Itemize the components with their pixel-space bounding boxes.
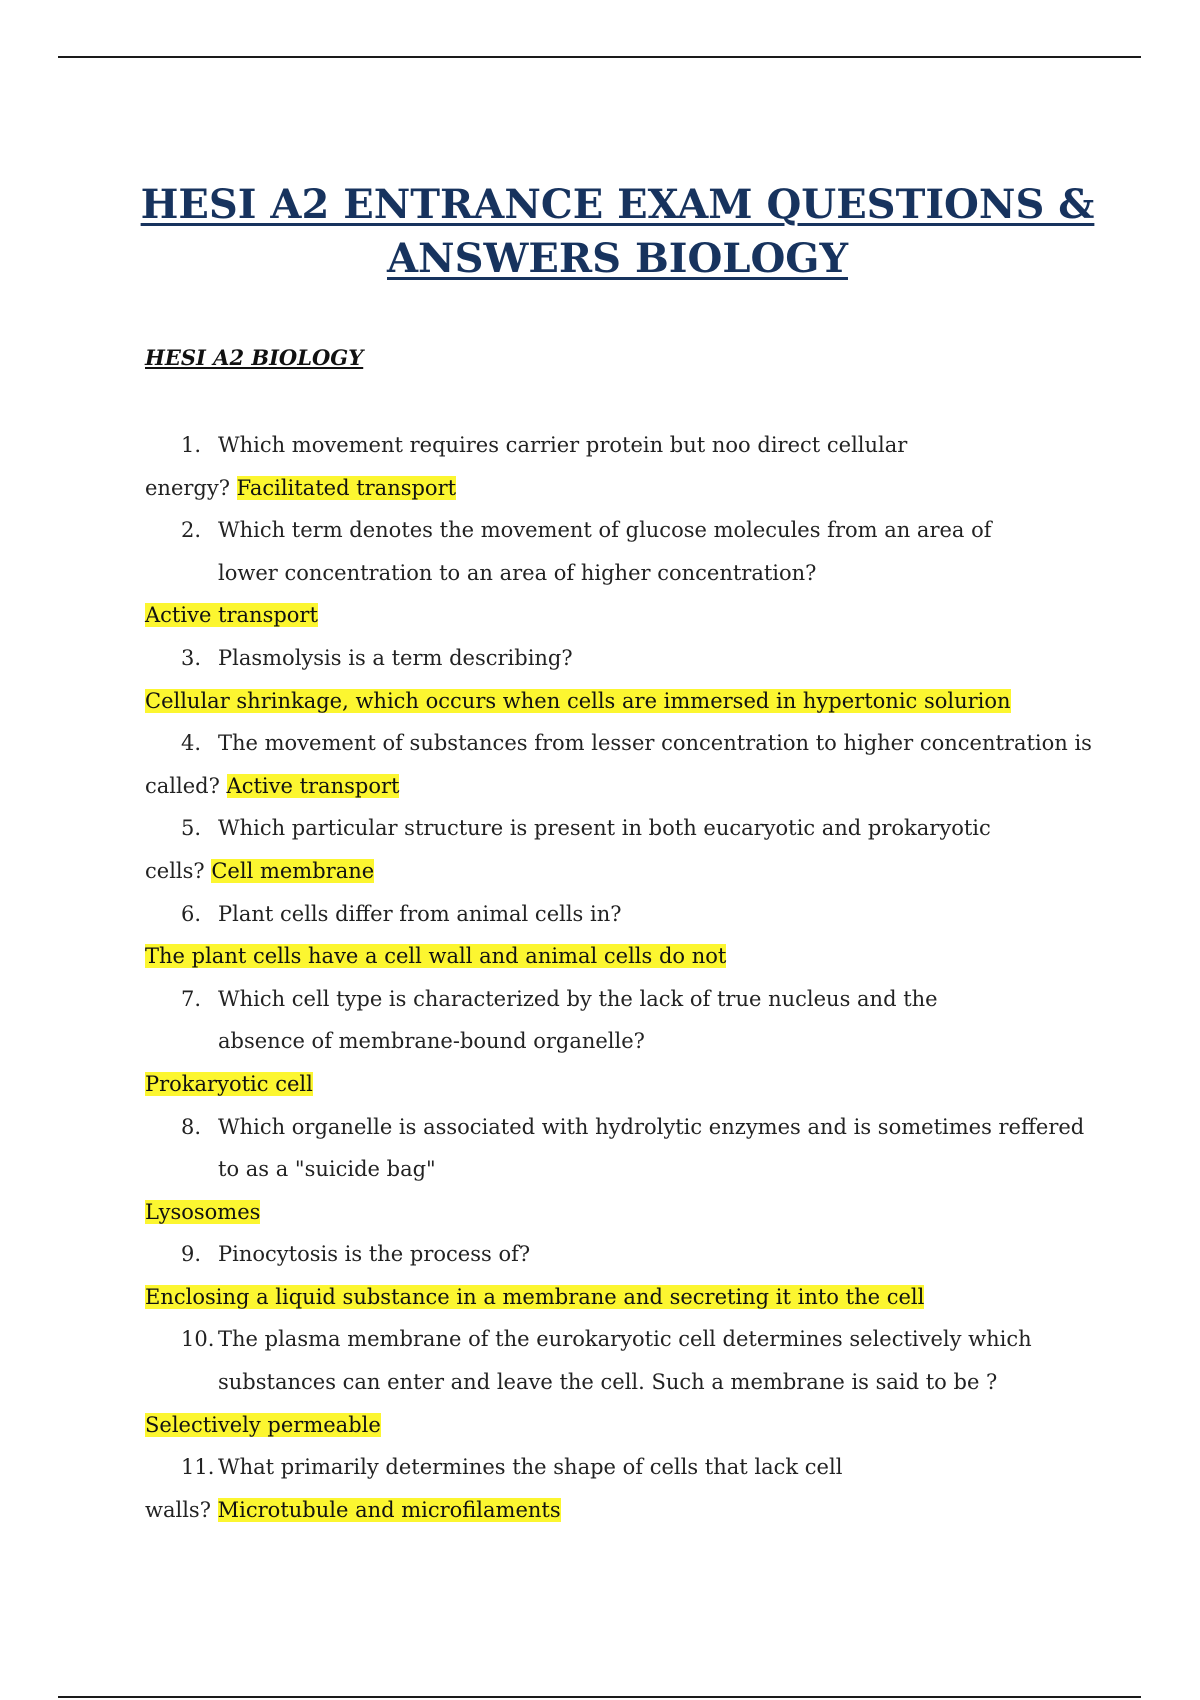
answer-7: [0, 1063, 1200, 1106]
question-6: [0, 893, 1200, 936]
answer-highlight: Enclosing a liquid substance in a membrane and secreting it into the cell: [145, 1284, 925, 1309]
question-number: 1.: [181, 433, 202, 457]
question-text-continued: lower concentration to an area of higher concentration?: [218, 560, 817, 585]
answer-2: [0, 594, 1200, 637]
question-text: Which term denotes the movement of glucose molecules from an area of: [218, 518, 992, 543]
question-7-continued: [0, 1020, 1200, 1063]
question-number: 11.: [181, 1455, 215, 1480]
answer-4: [0, 765, 1200, 808]
title-line-2: ANSWERS BIOLOGY: [387, 235, 848, 282]
answer-highlight: Cellular shrinkage, which occurs when cells are immersed in hypertonic solurion: [145, 688, 1011, 713]
answer-highlight: Prokaryotic cell: [145, 1071, 313, 1096]
question-text-continued: to as a "suicide bag": [218, 1157, 436, 1182]
answer-highlight: Active transport: [145, 603, 318, 628]
answer-10: [0, 1404, 1200, 1447]
question-8: [0, 1106, 1200, 1149]
question-number: 8.: [181, 1114, 202, 1139]
question-number: 6.: [181, 901, 202, 926]
question-text: Which cell type is characterized by the lack of true nucleus and the: [218, 986, 938, 1011]
question-text: Which movement requires carrier protein but noo direct cellular: [218, 433, 908, 457]
question-11: [0, 1446, 1200, 1489]
answer-1: [0, 467, 1200, 510]
answer-8: [0, 1191, 1200, 1234]
section-heading: HESI A2 BIOLOGY: [145, 345, 364, 370]
question-text-continued: absence of membrane-bound organelle?: [218, 1029, 645, 1054]
answer-highlight: Active transport: [226, 773, 400, 798]
question-text: The movement of substances from lesser concentration to higher concentration is: [218, 731, 1092, 756]
question-text-continued: energy?: [145, 475, 230, 500]
question-4: [0, 722, 1200, 765]
question-list: [0, 424, 1200, 1531]
question-text-continued: walls?: [145, 1497, 211, 1522]
question-text: The plasma membrane of the eurokaryotic cell determines selectively which: [218, 1327, 1032, 1352]
answer-6: [0, 935, 1200, 978]
answer-highlight: The plant cells have a cell wall and animal cells do not: [145, 944, 727, 969]
answer-highlight: Lysosomes: [145, 1199, 261, 1224]
question-number: 3.: [181, 645, 202, 670]
question-8-continued: [0, 1148, 1200, 1191]
question-number: 5.: [181, 816, 202, 841]
question-text: Plant cells differ from animal cells in?: [218, 901, 622, 926]
question-text: What primarily determines the shape of cells that lack cell: [218, 1455, 843, 1480]
question-1: [0, 424, 1200, 467]
answer-highlight: Cell membrane: [211, 858, 375, 883]
bottom-rule: [58, 1696, 1141, 1698]
question-9: [0, 1233, 1200, 1276]
question-2-continued: [0, 552, 1200, 595]
answer-5: [0, 850, 1200, 893]
question-text-continued: cells?: [145, 858, 205, 883]
question-text-continued: substances can enter and leave the cell. Such a membrane is said to be ?: [218, 1370, 998, 1395]
question-3: [0, 637, 1200, 680]
top-rule: [58, 56, 1141, 58]
question-number: 4.: [181, 731, 202, 756]
answer-highlight: Microtubule and microfilaments: [217, 1497, 561, 1522]
answer-highlight: Facilitated transport: [236, 475, 457, 500]
question-text: Which particular structure is present in both eucaryotic and prokaryotic: [218, 816, 991, 841]
question-text: Which organelle is associated with hydrolytic enzymes and is sometimes reffered: [218, 1114, 1085, 1139]
question-text-continued: called?: [145, 773, 220, 798]
question-5: [0, 807, 1200, 850]
question-10-continued: [0, 1361, 1200, 1404]
question-number: 10.: [181, 1327, 215, 1352]
answer-11: [0, 1489, 1200, 1532]
answer-highlight: Selectively permeable: [145, 1412, 381, 1437]
page-title: [0, 178, 1200, 286]
question-number: 7.: [181, 986, 202, 1011]
answer-9: [0, 1276, 1200, 1319]
answer-3: [0, 680, 1200, 723]
question-number: 9.: [181, 1242, 202, 1267]
question-text: Pinocytosis is the process of?: [218, 1242, 531, 1267]
question-2: [0, 509, 1200, 552]
question-7: [0, 978, 1200, 1021]
question-10: [0, 1318, 1200, 1361]
title-line-1: HESI A2 ENTRANCE EXAM QUESTIONS &: [140, 181, 1095, 228]
question-number: 2.: [181, 518, 202, 543]
question-text: Plasmolysis is a term describing?: [218, 645, 573, 670]
